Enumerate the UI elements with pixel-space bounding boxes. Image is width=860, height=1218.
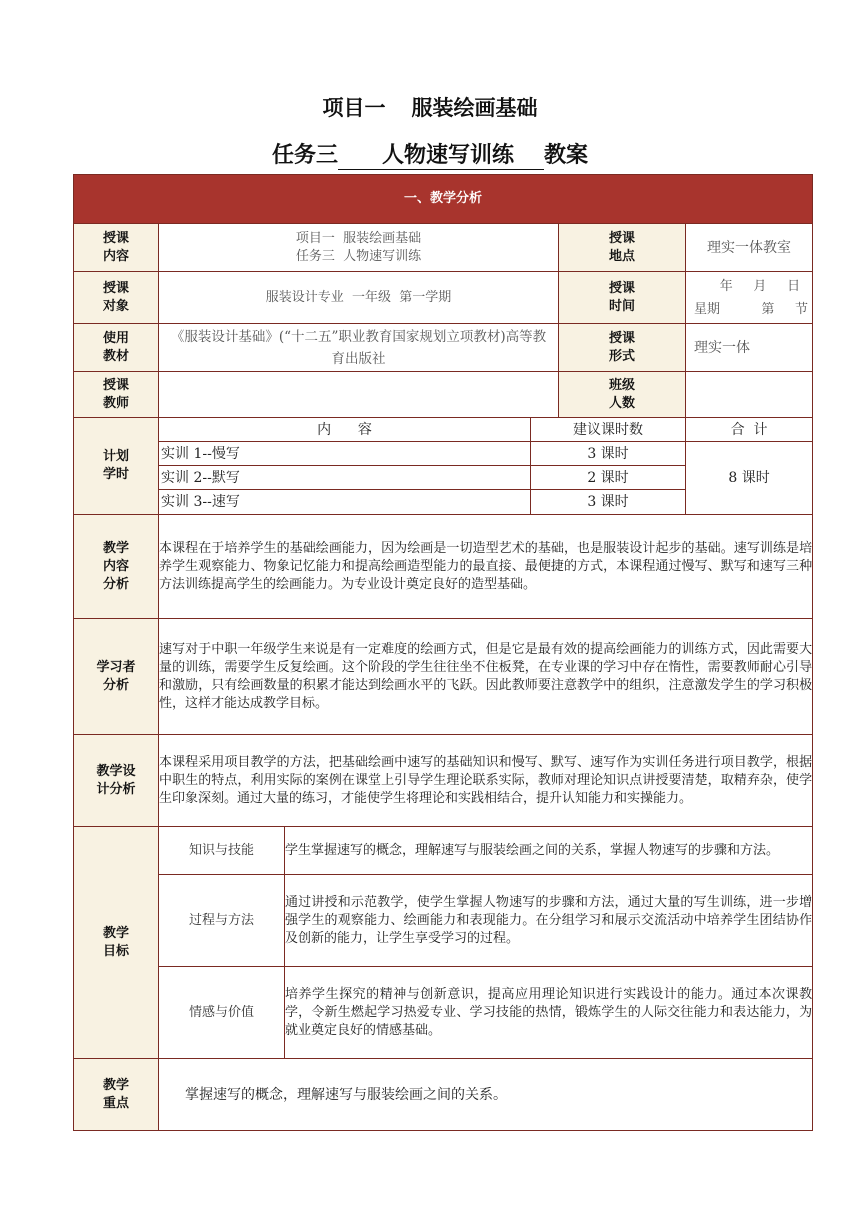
label-time: 授课 时间 bbox=[559, 272, 686, 324]
label-form: 授课 形式 bbox=[559, 324, 686, 372]
schedule-header-total: 合 计 bbox=[686, 418, 813, 442]
document-title bbox=[0, 92, 860, 122]
label-learner-analysis: 学习者 分析 bbox=[74, 619, 159, 735]
time-value bbox=[686, 272, 813, 324]
subtitle-task: 人物速写训练 bbox=[338, 138, 544, 170]
target-value: 服装设计专业 一年级 第一学期 bbox=[159, 272, 559, 324]
goal-category: 情感与价值 bbox=[159, 967, 285, 1059]
schedule-item-hours: 3 课时 bbox=[531, 490, 686, 515]
label-key-points: 教学 重点 bbox=[74, 1059, 159, 1131]
place-value: 理实一体教室 bbox=[686, 224, 813, 272]
schedule-item-name: 实训 3--速写 bbox=[159, 490, 531, 515]
label-place: 授课 地点 bbox=[559, 224, 686, 272]
class-size-value bbox=[686, 372, 813, 418]
form-value: 理实一体 bbox=[686, 324, 813, 372]
course-content bbox=[159, 224, 559, 272]
lesson-plan-table bbox=[73, 174, 813, 1131]
schedule-item-name: 实训 2--默写 bbox=[159, 466, 531, 490]
subtitle-prefix: 任务三 bbox=[271, 143, 338, 168]
schedule-item-hours: 3 课时 bbox=[531, 442, 686, 466]
label-target: 授课 对象 bbox=[74, 272, 159, 324]
section-header: 一、教学分析 bbox=[74, 175, 813, 224]
schedule-item-name: 实训 1--慢写 bbox=[159, 442, 531, 466]
book-value: 《服装设计基础》(“十二五”职业教育国家规划立项教材)高等教育出版社 bbox=[159, 324, 559, 372]
key-points-text: 掌握速写的概念，理解速写与服装绘画之间的关系。 bbox=[159, 1059, 813, 1131]
label-class-size: 班级 人数 bbox=[559, 372, 686, 418]
label-goals: 教学 目标 bbox=[74, 827, 159, 1059]
label-design-analysis: 教学设 计分析 bbox=[74, 735, 159, 827]
goal-text: 培养学生探究的精神与创新意识，提高应用理论知识进行实践设计的能力。通过本次课教学，令新生燃起学习热爱专业、学习技能的热情，锻炼学生的人际交往能力和表达能力，为就业奠定良好的情感基础。 bbox=[285, 967, 813, 1059]
goal-category: 过程与方法 bbox=[159, 875, 285, 967]
label-book: 使用 教材 bbox=[74, 324, 159, 372]
teacher-value bbox=[159, 372, 559, 418]
title-part1: 项目一 bbox=[322, 96, 386, 120]
goal-text: 学生掌握速写的概念，理解速写与服装绘画之间的关系，掌握人物速写的步骤和方法。 bbox=[285, 827, 813, 875]
label-content-analysis: 教学 内容 分析 bbox=[74, 515, 159, 619]
subtitle-suffix: 教案 bbox=[544, 143, 589, 168]
learner-analysis-text: 速写对于中职一年级学生来说是有一定难度的绘画方式，但是它是最有效的提高绘画能力的训练方式，因此需要大量的训练，需要学生反复绘画。这个阶段的学生往往坐不住板凳，在专业课的学习中存在惰性，需要教师耐心引导和激励，只有绘画数量的积累才能达到绘画水平的飞跃。因此教师要注意教学中的组织，注意激发学生的学习积极性，这样才能达成教学目标。 bbox=[159, 619, 813, 735]
goal-text: 通过讲授和示范教学，使学生掌握人物速写的步骤和方法，通过大量的写生训练，进一步增强学生的观察能力、绘画能力和表现能力。在分组学习和展示交流活动中培养学生团结协作及创新的能力，让学生享受学习的过程。 bbox=[285, 875, 813, 967]
schedule-total: 8 课时 bbox=[686, 442, 813, 515]
label-content: 授课 内容 bbox=[74, 224, 159, 272]
label-schedule: 计划 学时 bbox=[74, 418, 159, 515]
goal-category: 知识与技能 bbox=[159, 827, 285, 875]
schedule-item-hours: 2 课时 bbox=[531, 466, 686, 490]
content-analysis-text: 本课程在于培养学生的基础绘画能力，因为绘画是一切造型艺术的基础，也是服装设计起步的基础。速写训练是培养学生观察能力、物象记忆能力和提高绘画造型能力的最直接、最便捷的方式，本课程通过慢写、默写和速写三种方法训练提高学生的绘画能力。为专业设计奠定良好的造型基础。 bbox=[159, 515, 813, 619]
label-teacher: 授课 教师 bbox=[74, 372, 159, 418]
content-line1: 项目一 服装绘画基础 bbox=[295, 230, 422, 246]
document-subtitle bbox=[0, 138, 860, 170]
schedule-header-hours: 建议课时数 bbox=[531, 418, 686, 442]
time-date: 年 月 日 bbox=[719, 278, 801, 294]
schedule-header-content: 内 容 bbox=[159, 418, 531, 442]
time-week: 星期 第 节 bbox=[694, 301, 808, 317]
design-analysis-text: 本课程采用项目教学的方法，把基础绘画中速写的基础知识和慢写、默写、速写作为实训任务进行项目教学，根据中职生的特点，利用实际的案例在课堂上引导学生理论联系实际，教师对理论知识点讲授要清楚，取精弃杂，使学生印象深刻。通过大量的练习，才能使学生将理论和实践相结合，提升认知能力和实操能力。 bbox=[159, 735, 813, 827]
content-line2: 任务三 人物速写训练 bbox=[295, 248, 422, 264]
title-part2: 服装绘画基础 bbox=[411, 96, 538, 120]
